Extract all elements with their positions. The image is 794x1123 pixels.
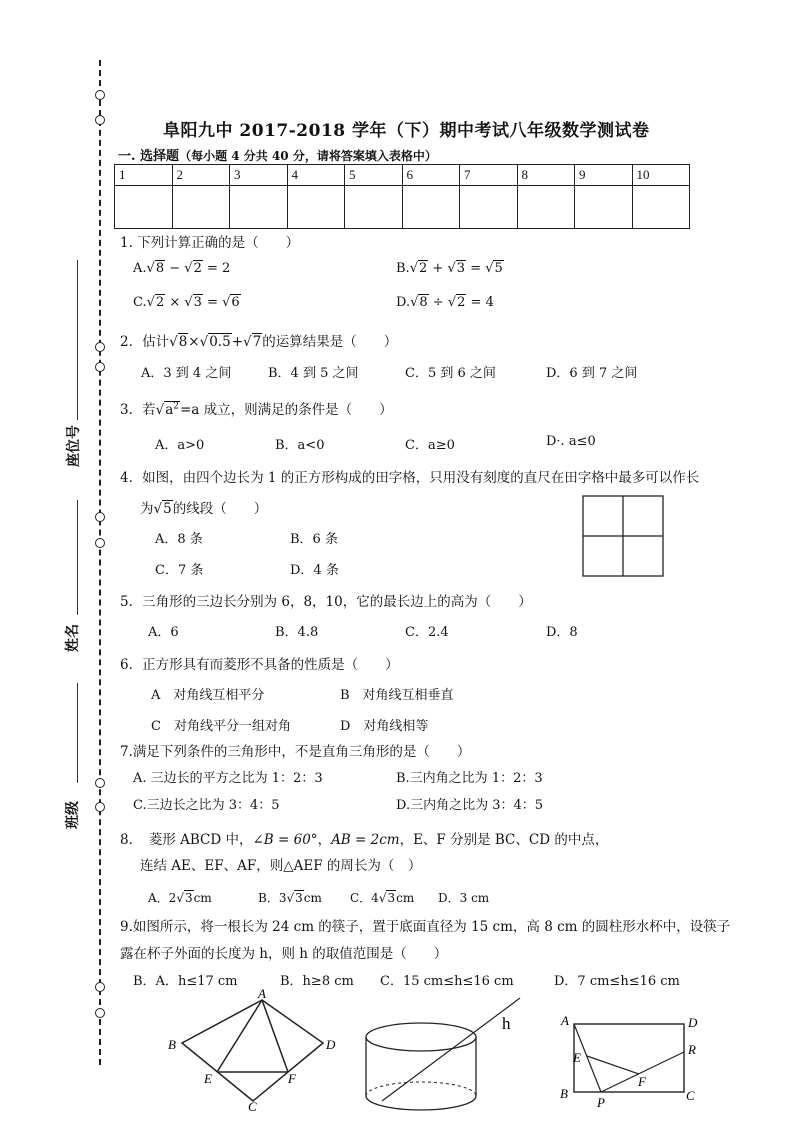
- answer-col-header: 4: [287, 165, 345, 186]
- label-d: D: [688, 1015, 698, 1030]
- q1-option-b: B.√2 + √3 = √5: [396, 261, 503, 276]
- q3-option-d: D·. a≤0: [546, 434, 596, 449]
- grid-figure: [582, 495, 664, 577]
- rectangle-figure: [556, 1012, 706, 1112]
- q9-option-b: B．h≥8 cm: [280, 974, 354, 989]
- answer-table-row: [115, 186, 690, 229]
- class-label: 班级: [65, 801, 81, 829]
- q6-option-a: A 对角线互相平分: [151, 688, 265, 703]
- answer-cell[interactable]: [402, 186, 460, 229]
- label-c: C: [686, 1088, 695, 1103]
- binding-hole: [95, 982, 105, 992]
- binding-hole: [95, 802, 105, 812]
- q4-stem-line2: 为√5的线段（ ）: [140, 501, 268, 517]
- q3-stem: 3．若$√a^2=a$ 成立，则满足的条件是（ ）: [120, 401, 393, 418]
- name-write-line[interactable]: [77, 500, 78, 615]
- q7-option-b: B.三内角之比为 1：2：3: [396, 771, 543, 786]
- q7-option-a: A. 三边长的平方之比为 1：2：3: [133, 771, 323, 786]
- label-c: C: [248, 1099, 257, 1113]
- answer-col-header: 9: [575, 165, 633, 186]
- q9-option-d: D．7 cm≤h≤16 cm: [554, 974, 680, 989]
- q9-option-c: C．15 cm≤h≤16 cm: [380, 974, 514, 989]
- label-a: A: [561, 1013, 569, 1028]
- q4-option-a: A．8 条: [155, 532, 203, 547]
- label-e: E: [204, 1071, 212, 1086]
- answer-cell[interactable]: [517, 186, 575, 229]
- name-label: 姓名: [65, 624, 81, 652]
- section-note: （每小题 4 分共 40 分，请将答案填入表格中）: [179, 149, 437, 163]
- q8-option-b: B．3√3cm: [258, 891, 322, 905]
- seat-label: 座位号: [66, 425, 82, 467]
- label-b: B: [168, 1037, 176, 1052]
- label-r: R: [688, 1042, 696, 1057]
- binding-hole: [95, 115, 105, 125]
- answer-col-header: 6: [402, 165, 460, 186]
- q3-option-c: C．a≥0: [405, 438, 455, 453]
- answer-col-header: 2: [172, 165, 230, 186]
- answer-col-header: 1: [115, 165, 173, 186]
- q5-option-b: B．4.8: [275, 625, 319, 640]
- q8-option-c: C．4√3cm: [350, 891, 415, 905]
- q3-option-b: B．a<0: [275, 438, 325, 453]
- page-title: 阜阳九中 2017-2018 学年（下）期中考试八年级数学测试卷: [163, 121, 650, 141]
- answer-cell[interactable]: [287, 186, 345, 229]
- q7-option-d: D.三内角之比为 3：4：5: [396, 798, 544, 813]
- q1-stem: 1. 下列计算正确的是（ ）: [120, 235, 300, 251]
- q4-option-c: C．7 条: [155, 563, 204, 578]
- answer-cell[interactable]: [345, 186, 403, 229]
- q8-option-d: D．3 cm: [438, 891, 490, 905]
- q5-option-a: A．6: [148, 625, 179, 640]
- q5-option-c: C．2.4: [405, 625, 449, 640]
- answer-cell[interactable]: [172, 186, 230, 229]
- binding-hole: [95, 362, 105, 372]
- q2-option-a: A．3 到 4 之间: [141, 366, 232, 381]
- q8-stem: 8． 菱形 ABCD 中，∠B = 60°，AB = 2cm，E、F 分别是 BC、CD 的中点，: [120, 832, 609, 848]
- q3-option-a: A．a>0: [155, 438, 205, 453]
- answer-col-header: 5: [345, 165, 403, 186]
- answer-cell[interactable]: [230, 186, 288, 229]
- q6-option-c: C 对角线平分一组对角: [151, 719, 291, 734]
- binding-hole: [95, 90, 105, 100]
- q1-option-a: A.√8 − √2 = 2: [133, 261, 231, 276]
- q8-stem-line2: 连结 AE、EF、AF，则△AEF 的周长为（ ）: [140, 858, 422, 874]
- q2-option-c: C．5 到 6 之间: [405, 366, 496, 381]
- answer-col-header: 3: [230, 165, 288, 186]
- binding-line: [99, 60, 101, 1065]
- label-p: P: [597, 1095, 605, 1110]
- binding-hole: [95, 538, 105, 548]
- cup-figure: [360, 993, 530, 1115]
- q1-option-d: D.√8 ÷ √2 = 4: [396, 295, 494, 310]
- q4-option-b: B．6 条: [290, 532, 338, 547]
- q9-option-a: B．A．h≤17 cm: [133, 974, 238, 989]
- label-b: B: [560, 1086, 568, 1101]
- q2-option-d: D．6 到 7 之间: [546, 366, 638, 381]
- binding-hole: [95, 342, 105, 352]
- label-f: F: [638, 1074, 646, 1089]
- label-h: h: [502, 1014, 511, 1033]
- label-a: A: [258, 986, 266, 1001]
- q5-stem: 5．三角形的三边长分别为 6，8，10，它的最长边上的高为（ ）: [120, 594, 532, 610]
- answer-cell[interactable]: [460, 186, 518, 229]
- answer-cell[interactable]: [632, 186, 690, 229]
- binding-hole: [95, 512, 105, 522]
- section-label: 一. 选择题: [118, 149, 180, 164]
- q6-option-b: B 对角线互相垂直: [340, 688, 454, 703]
- q6-option-d: D 对角线相等: [340, 719, 429, 734]
- q6-stem: 6．正方形具有而菱形不具备的性质是（ ）: [120, 657, 399, 673]
- q4-stem: 4．如图，由四个边长为 1 的正方形构成的田字格，只用没有刻度的直尺在田字格中最多可以作长: [120, 470, 700, 486]
- q8-option-a: A．2√3cm: [148, 891, 212, 905]
- label-f: F: [288, 1071, 296, 1086]
- binding-hole: [95, 1008, 105, 1018]
- q5-option-d: D．8: [546, 625, 578, 640]
- answer-cell[interactable]: [575, 186, 633, 229]
- label-e: E: [573, 1050, 581, 1065]
- answer-table: [114, 164, 690, 229]
- q7-option-c: C.三边长之比为 3：4：5: [133, 798, 280, 813]
- q4-option-d: D．4 条: [290, 563, 339, 578]
- q9-stem: 9.如图所示，将一根长为 24 cm 的筷子，置于底面直径为 15 cm，高 8 cm 的圆柱形水杯中，设筷子: [120, 919, 731, 935]
- answer-cell[interactable]: [115, 186, 173, 229]
- answer-col-header: 8: [517, 165, 575, 186]
- q2-option-b: B．4 到 5 之间: [268, 366, 359, 381]
- q9-stem-line2: 露在杯子外面的长度为 h，则 h 的取值范围是（ ）: [120, 946, 448, 962]
- rhombus-figure: [160, 985, 350, 1113]
- section-heading: [118, 145, 437, 164]
- label-d: D: [326, 1037, 336, 1052]
- answer-col-header: 10: [632, 165, 690, 186]
- class-write-line[interactable]: [77, 683, 78, 783]
- q1-option-c: C.√2 × √3 = √6: [133, 295, 240, 310]
- q7-stem: 7.满足下列条件的三角形中，不是直角三角形的是（ ）: [120, 744, 471, 760]
- answer-col-header: 7: [460, 165, 518, 186]
- answer-table-header: [115, 165, 690, 186]
- q2-stem: 2．估计√8×√0.5+√7的运算结果是（ ）: [120, 334, 398, 350]
- seat-write-line[interactable]: [77, 260, 78, 420]
- binding-hole: [95, 778, 105, 788]
